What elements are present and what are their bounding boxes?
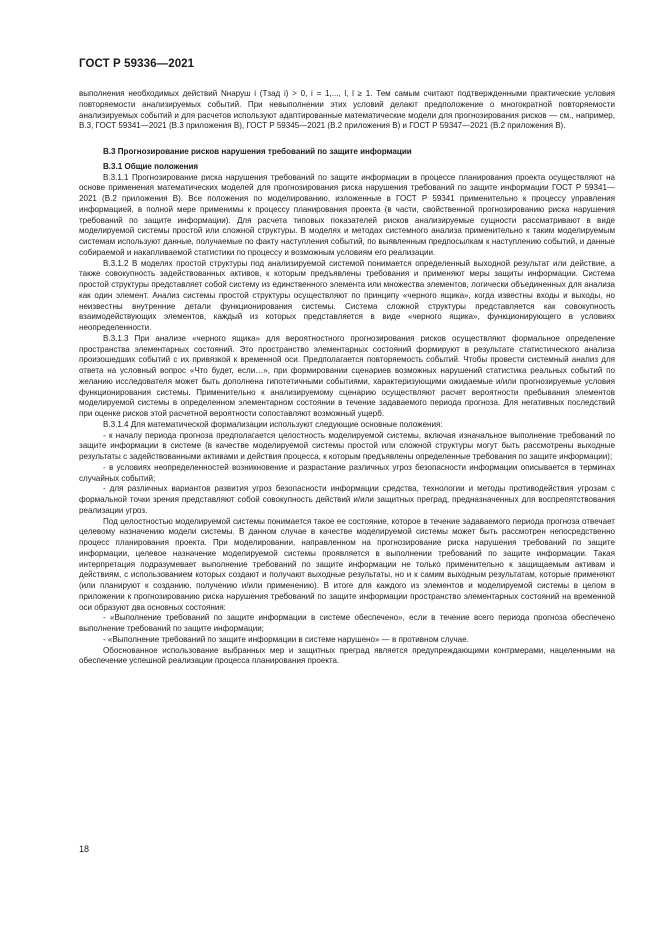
subsection-heading-b31: В.3.1 Общие положения — [103, 161, 199, 171]
paragraph-b311: В.3.1.1 Прогнозирование риска нарушения требований по защите информации в процессе планирования проекта осуществляют на основе применения математических моделей для прогнозирования риска нарушения требований по защите информации ГОСТ Р 59341—2021 (В.2 приложения В). Все положения по моделированию, изложенные в ГОСТ Р 59341 применительно к процессу управления информацией, в полной мере применимы к процессу планирования проекта (в части, свойственной прогнозированию риска нарушения требований по защите информации). Для расчета типовых показателей рисков анализируемые сущности рассматривают в виде моделируемой системы простой или сложной структуры. В моделях и методах системного анализа применительно к таким моделируемым системам используют данные, получаемые по факту наступления событий, по выявленным предпосылкам к наступлению событий, и данные собираемой и накапливаемой статистики по процессу и возможным условиям его реализации. — [79, 172, 615, 257]
paragraph-b313: В.3.1.3 При анализе «черного ящика» для вероятностного прогнозирования рисков осуществляют формальное определение пространства элементарных состояний. Это пространство элементарных состояний формируют в результате статистического анализа произошедших событий с их привязкой к временной оси. Предполагается повторяемость событий. Чтобы провести системный анализ для ответа на условный вопрос «Что будет, если…», при формировании сценариев возможных нарушений статистика реальных событий по желанию исследователя может быть дополнена гипотетичными событиями, характеризующими ожидаемые и/или прогнозируемые условия функционирования системы. Применительно к анализируемому сценарию осуществляют расчет вероятности пребывания элементов моделируемой системы в определенном элементарном состоянии в течение задаваемого периода прогноза. Для негативных последствий при оценке рисков этой расчетной вероятности сопоставляют возможный ущерб. — [79, 333, 615, 418]
paragraph-integrity: Под целостностью моделируемой системы понимается такое ее состояние, которое в течение задаваемого периода прогноза отвечает целевому назначению модели системы. В данном случае в качестве моделируемой системы может быть рассмотрен непосредственно процесс планирования проекта. При моделировании, направленном на прогнозирование риска нарушения требований по защите информации, целевое назначение моделируемой системы проявляется в выполнении требований по защите информации. Такая интерпретация подразумевает выполнение требований по защите информации не только применительно к защищаемым активам и действиям, с использованием которых создают и получают выходные результаты, но и к самим выходным результатам, которые применяют (или планируют к созданию, получению и/или применению). В итоге для каждого из элементов и моделируемой системы в целом в приложении к прогнозированию риска нарушения требований по защите информации пространство элементарных состояний на временной оси образуют два основных состояния: — [79, 516, 615, 612]
list-item-state-ensured: - «Выполнение требований по защите информации в системе обеспечено», если в течение всего периода прогноза обеспечено выполнение требований по защите информации; — [79, 613, 615, 633]
list-item-integrity-start: - к началу периода прогноза предполагается целостность моделируемой системы, включая изначальное выполнение требований по защите информации в системе (в качестве моделируемой системы простой или сложной структуры могут быть рассмотрены выходные результаты с задействованными активами и действия процесса, к которым предъявлены определенные требования по защите информации); — [79, 430, 615, 461]
list-item-threats-random: - в условиях неопределенностей возникновение и разрастание различных угроз безопасности информации описывается в терминах случайных событий; — [79, 462, 615, 483]
list-item-state-violated: - «Выполнение требований по защите информации в системе нарушено» — в противном случае. — [103, 634, 469, 644]
paragraph-b314: В.3.1.4 Для математической формализации используют следующие основные положения: — [103, 419, 443, 429]
section-heading-b3: В.3 Прогнозирование рисков нарушения требований по защите информации — [103, 147, 412, 156]
page-number: 18 — [79, 844, 90, 854]
paragraph-final: Обоснованное использование выбранных мер и защитных преград является предупреждающими контрмерами, нацеленными на обеспечение успешной реализации процесса планирования проекта. — [79, 645, 615, 666]
document-body — [79, 89, 615, 667]
document-header: ГОСТ Р 59336—2021 — [79, 58, 195, 70]
intro-paragraph: выполнения необходимых действий Nнаруш i (Tзад i) > 0, i = 1,..., l, l ≥ 1. Тем самым считают подтвержденными практические условия повторяемости анализируемых событий. При невыполнении этих условий делают предположение о многократной повторяемости анализируемых событий и для расчетов используют адаптированные математические модели для прогнозирования рисков — см., например, В.3, ГОСТ 59341—2021 (В.3 приложения В), ГОСТ Р 59345—2021 (В.2 приложения В) и ГОСТ Р 59347—2021 (В.2 приложения В). — [79, 89, 615, 131]
list-item-countermeasures: - для различных вариантов развития угроз безопасности информации средства, технологии и методы противодействия угрозам с формальной точки зрения представляют собой совокупность действий и/или защитных преград, предназначенных для воспрепятствования реализации угроз. — [79, 484, 615, 515]
paragraph-b312: В.3.1.2 В моделях простой структуры под анализируемой системой понимается определенный выходной результат или действие, а также совокупность задействованных активов, к которым предъявлены требования и применяют меры защиты информации. Система простой структуры представляет собой систему из единственного элемента или множества элементов, логически объединенных для анализа как один элемент. Анализ системы простой структуры осуществляют по принципу «черного ящика», когда известны входы и выходы, но неизвестны внутренние детали функционирования системы. Система сложной структуры представляется как совокупность взаимодействующих элементов, каждый из которых представляется в виде «черного ящика», функционирующего в условиях неопределенности. — [79, 258, 615, 332]
